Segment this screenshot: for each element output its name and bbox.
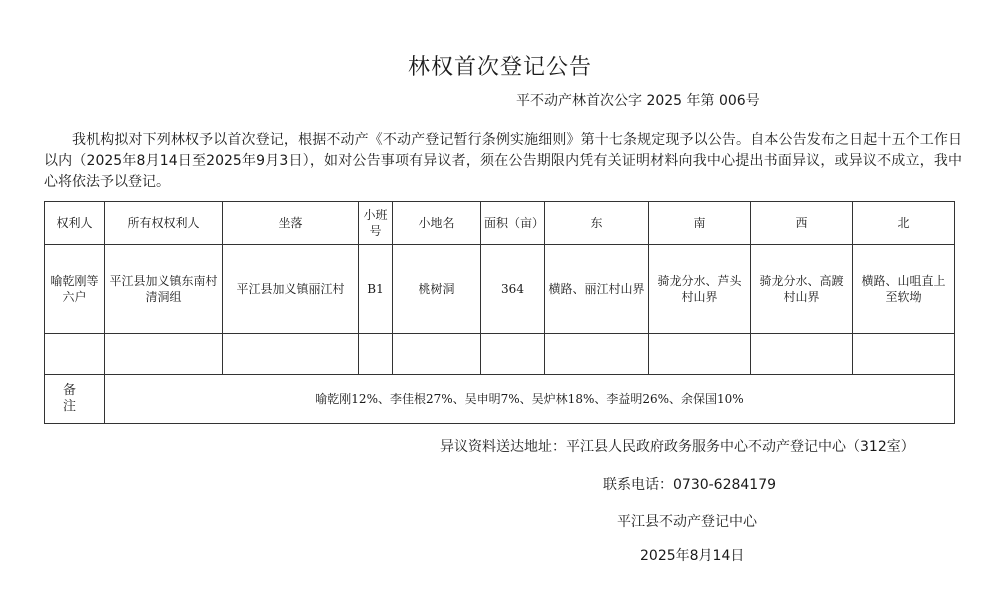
header-east: 东 — [545, 202, 649, 245]
cell-north: 横路、山咀直上至软坳 — [853, 245, 955, 334]
document-number: 平不动产林首次公字 2025 年第 006号 — [516, 93, 760, 109]
remark-label: 备 注 — [45, 375, 105, 424]
header-location: 坐落 — [223, 202, 359, 245]
contact-phone: 联系电话：0730-6284179 — [603, 477, 777, 493]
cell-east: 横路、丽江村山界 — [545, 245, 649, 334]
header-west: 西 — [751, 202, 853, 245]
cell-place-name: 桃树洞 — [393, 245, 481, 334]
remark-row — [45, 375, 955, 424]
forest-rights-table — [44, 201, 955, 424]
cell-area: 364 — [481, 245, 545, 334]
cell-rights-holder: 喻乾刚等六户 — [45, 245, 105, 334]
cell-location: 平江县加义镇丽江村 — [223, 245, 359, 334]
issue-date: 2025年8月14日 — [640, 548, 745, 564]
remark-value: 喻乾刚12%、李佳根27%、吴申明7%、吴炉林18%、李益明26%、余保国10% — [105, 375, 955, 424]
header-south: 南 — [649, 202, 751, 245]
header-area: 面积（亩） — [481, 202, 545, 245]
header-subcompartment: 小班号 — [359, 202, 393, 245]
empty-row — [45, 334, 955, 375]
intro-paragraph: 我机构拟对下列林权予以首次登记，根据不动产《不动产登记暂行条例实施细则》第十七条规定现予以公告。自本公告发布之日起十五个工作日以内（2025年8月14日至2025年9月3日），如对公告事项有异议者，须在公告期限内凭有关证明材料向我中心提出书面异议，或异议不成立，我中心将依法予以登记。 — [44, 132, 962, 190]
table-row — [45, 245, 955, 334]
issuing-organization: 平江县不动产登记中心 — [617, 514, 757, 530]
table-header-row — [45, 202, 955, 245]
cell-subcompartment: B1 — [359, 245, 393, 334]
header-place-name: 小地名 — [393, 202, 481, 245]
header-owner: 所有权权利人 — [105, 202, 223, 245]
header-rights-holder: 权利人 — [45, 202, 105, 245]
cell-west: 骑龙分水、高踱村山界 — [751, 245, 853, 334]
cell-owner: 平江县加义镇东南村清洞组 — [105, 245, 223, 334]
notice-title: 林权首次登记公告 — [407, 55, 592, 80]
objection-address: 异议资料送达地址：平江县人民政府政务服务中心不动产登记中心（312室） — [440, 439, 915, 455]
cell-south: 骑龙分水、芦头村山界 — [649, 245, 751, 334]
header-north: 北 — [853, 202, 955, 245]
